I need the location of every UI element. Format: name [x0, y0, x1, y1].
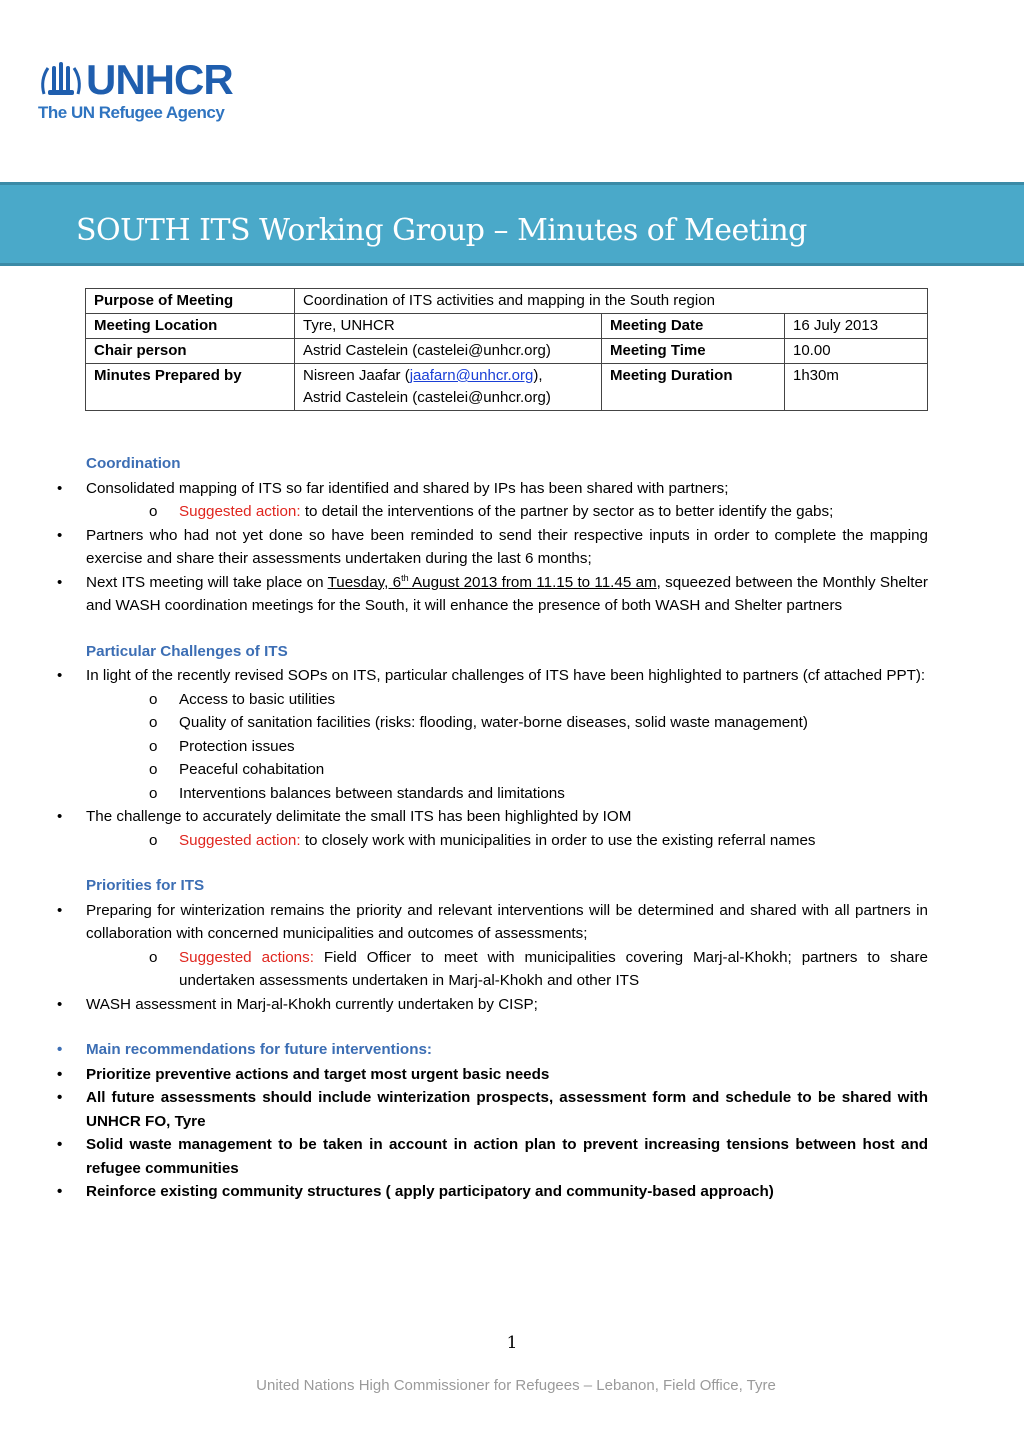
section-heading-priorities: Priorities for ITS [86, 877, 205, 894]
date-text: Tuesday, 6 [327, 573, 402, 591]
list-item: • Solid waste management to be taken in account in action plan to prevent increasing tensions between host and refugee communities [86, 1133, 928, 1180]
sub-list-item [179, 829, 928, 853]
section-heading-recommendations: • Main recommendations for future interventions: [86, 1038, 928, 1062]
item-text-rest: , squeezed between the Monthly Shelter and WASH coordination meetings for the South, it will enhance the presence of both WASH and Shelter partners [86, 573, 928, 614]
email-link[interactable]: jaafarn@unhcr.org [409, 367, 534, 384]
minutes-body [86, 452, 928, 1204]
table-row [86, 364, 928, 411]
list-item: • All future assessments should include winterization prospects, assessment form and schedule to be shared with UNHCR FO, Tyre [86, 1086, 928, 1133]
table-row [86, 339, 928, 364]
suggested-action-label: Suggested action: [179, 503, 301, 520]
list-item [86, 571, 928, 618]
unhcr-logo [38, 56, 278, 124]
page-number: 1 [506, 1333, 518, 1353]
sub-list-item: o Peaceful cohabitation [179, 758, 928, 782]
sub-list-item: o Access to basic utilities [179, 688, 928, 712]
minutes-value [295, 364, 602, 411]
page-title: SOUTH ITS Working Group – Minutes of Meeting [76, 213, 807, 248]
sub-item-text: to detail the interventions of the partner by sector as to better identify the gabs; [300, 503, 834, 520]
minutes-label: Minutes Prepared by [86, 364, 295, 411]
time-label: Meeting Time [602, 339, 785, 364]
sub-list-item: o Protection issues [179, 735, 928, 759]
section-heading-challenges: Particular Challenges of ITS [86, 642, 288, 660]
meeting-info-table [85, 288, 928, 411]
logo-tagline: The UN Refugee Agency [38, 103, 225, 122]
sub-item-text: to closely work with municipalities in order to use the existing referral names [300, 831, 816, 849]
list-item: • Consolidated mapping of ITS so far identified and shared by IPs has been shared with partners; [86, 477, 928, 501]
duration-label: Meeting Duration [602, 364, 785, 411]
date-label: Meeting Date [602, 314, 785, 339]
suggested-action-label: Suggested action: [179, 831, 301, 849]
title-banner [0, 182, 1024, 266]
list-item: • Partners who had not yet done so have been reminded to send their respective inputs in order to complete the mapping exercise and share their assessments undertaken during the last 6 months; [86, 524, 928, 571]
sub-list-item [179, 946, 928, 993]
sub-list-item: o Quality of sanitation facilities (risks: flooding, water-borne diseases, solid waste management) [179, 711, 928, 735]
list-item: • In light of the recently revised SOPs on ITS, particular challenges of ITS have been highlighted to partners (cf attached PPT): [86, 664, 928, 688]
logo-name: UNHCR [86, 56, 233, 103]
sub-list-item [179, 500, 928, 524]
unhcr-emblem-icon [38, 60, 84, 100]
date-suffix: th [401, 572, 409, 583]
section-heading-coordination: Coordination [86, 455, 181, 472]
sub-list-item: o Interventions balances between standards and limitations [179, 782, 928, 806]
chair-label: Chair person [86, 339, 295, 364]
item-text: Next ITS meeting will take place on [86, 573, 328, 591]
list-item: • Preparing for winterization remains the priority and relevant interventions will be determined and shared with all partners in collaboration with concerned municipalities and outcomes of assessments; [86, 899, 928, 946]
minutes-text-a: Nisreen Jaafar ( [303, 367, 410, 384]
date-text-rest: August 2013 from 11.15 to 11.45 am [408, 573, 657, 591]
table-row [86, 314, 928, 339]
minutes-text-b: ), [533, 367, 543, 384]
purpose-label: Purpose of Meeting [86, 289, 295, 314]
chair-value: Astrid Castelein (castelei@unhcr.org) [295, 339, 602, 364]
sub-item-text: Field Officer to meet with municipalities covering Marj-al-Khokh; partners to share undertaken assessments undertaken in Marj-al-Khokh and other ITS [179, 948, 928, 989]
suggested-action-label: Suggested actions: [179, 948, 314, 966]
duration-value: 1h30m [785, 364, 928, 411]
list-item: • The challenge to accurately delimitate the small ITS has been highlighted by IOM [86, 805, 928, 829]
purpose-value: Coordination of ITS activities and mapping in the South region [295, 289, 928, 314]
list-item: • WASH assessment in Marj-al-Khokh currently undertaken by CISP; [86, 993, 928, 1017]
location-value: Tyre, UNHCR [295, 314, 602, 339]
table-row [86, 289, 928, 314]
time-value: 10.00 [785, 339, 928, 364]
page-footer: United Nations High Commissioner for Refugees – Lebanon, Field Office, Tyre [256, 1377, 776, 1394]
location-label: Meeting Location [86, 314, 295, 339]
list-item: • Reinforce existing community structures ( apply participatory and community-based approach) [86, 1180, 928, 1204]
date-value: 16 July 2013 [785, 314, 928, 339]
minutes-text-c: Astrid Castelein (castelei@unhcr.org) [303, 389, 551, 406]
list-item: • Prioritize preventive actions and target most urgent basic needs [86, 1063, 928, 1087]
meeting-date-underlined [328, 574, 657, 591]
